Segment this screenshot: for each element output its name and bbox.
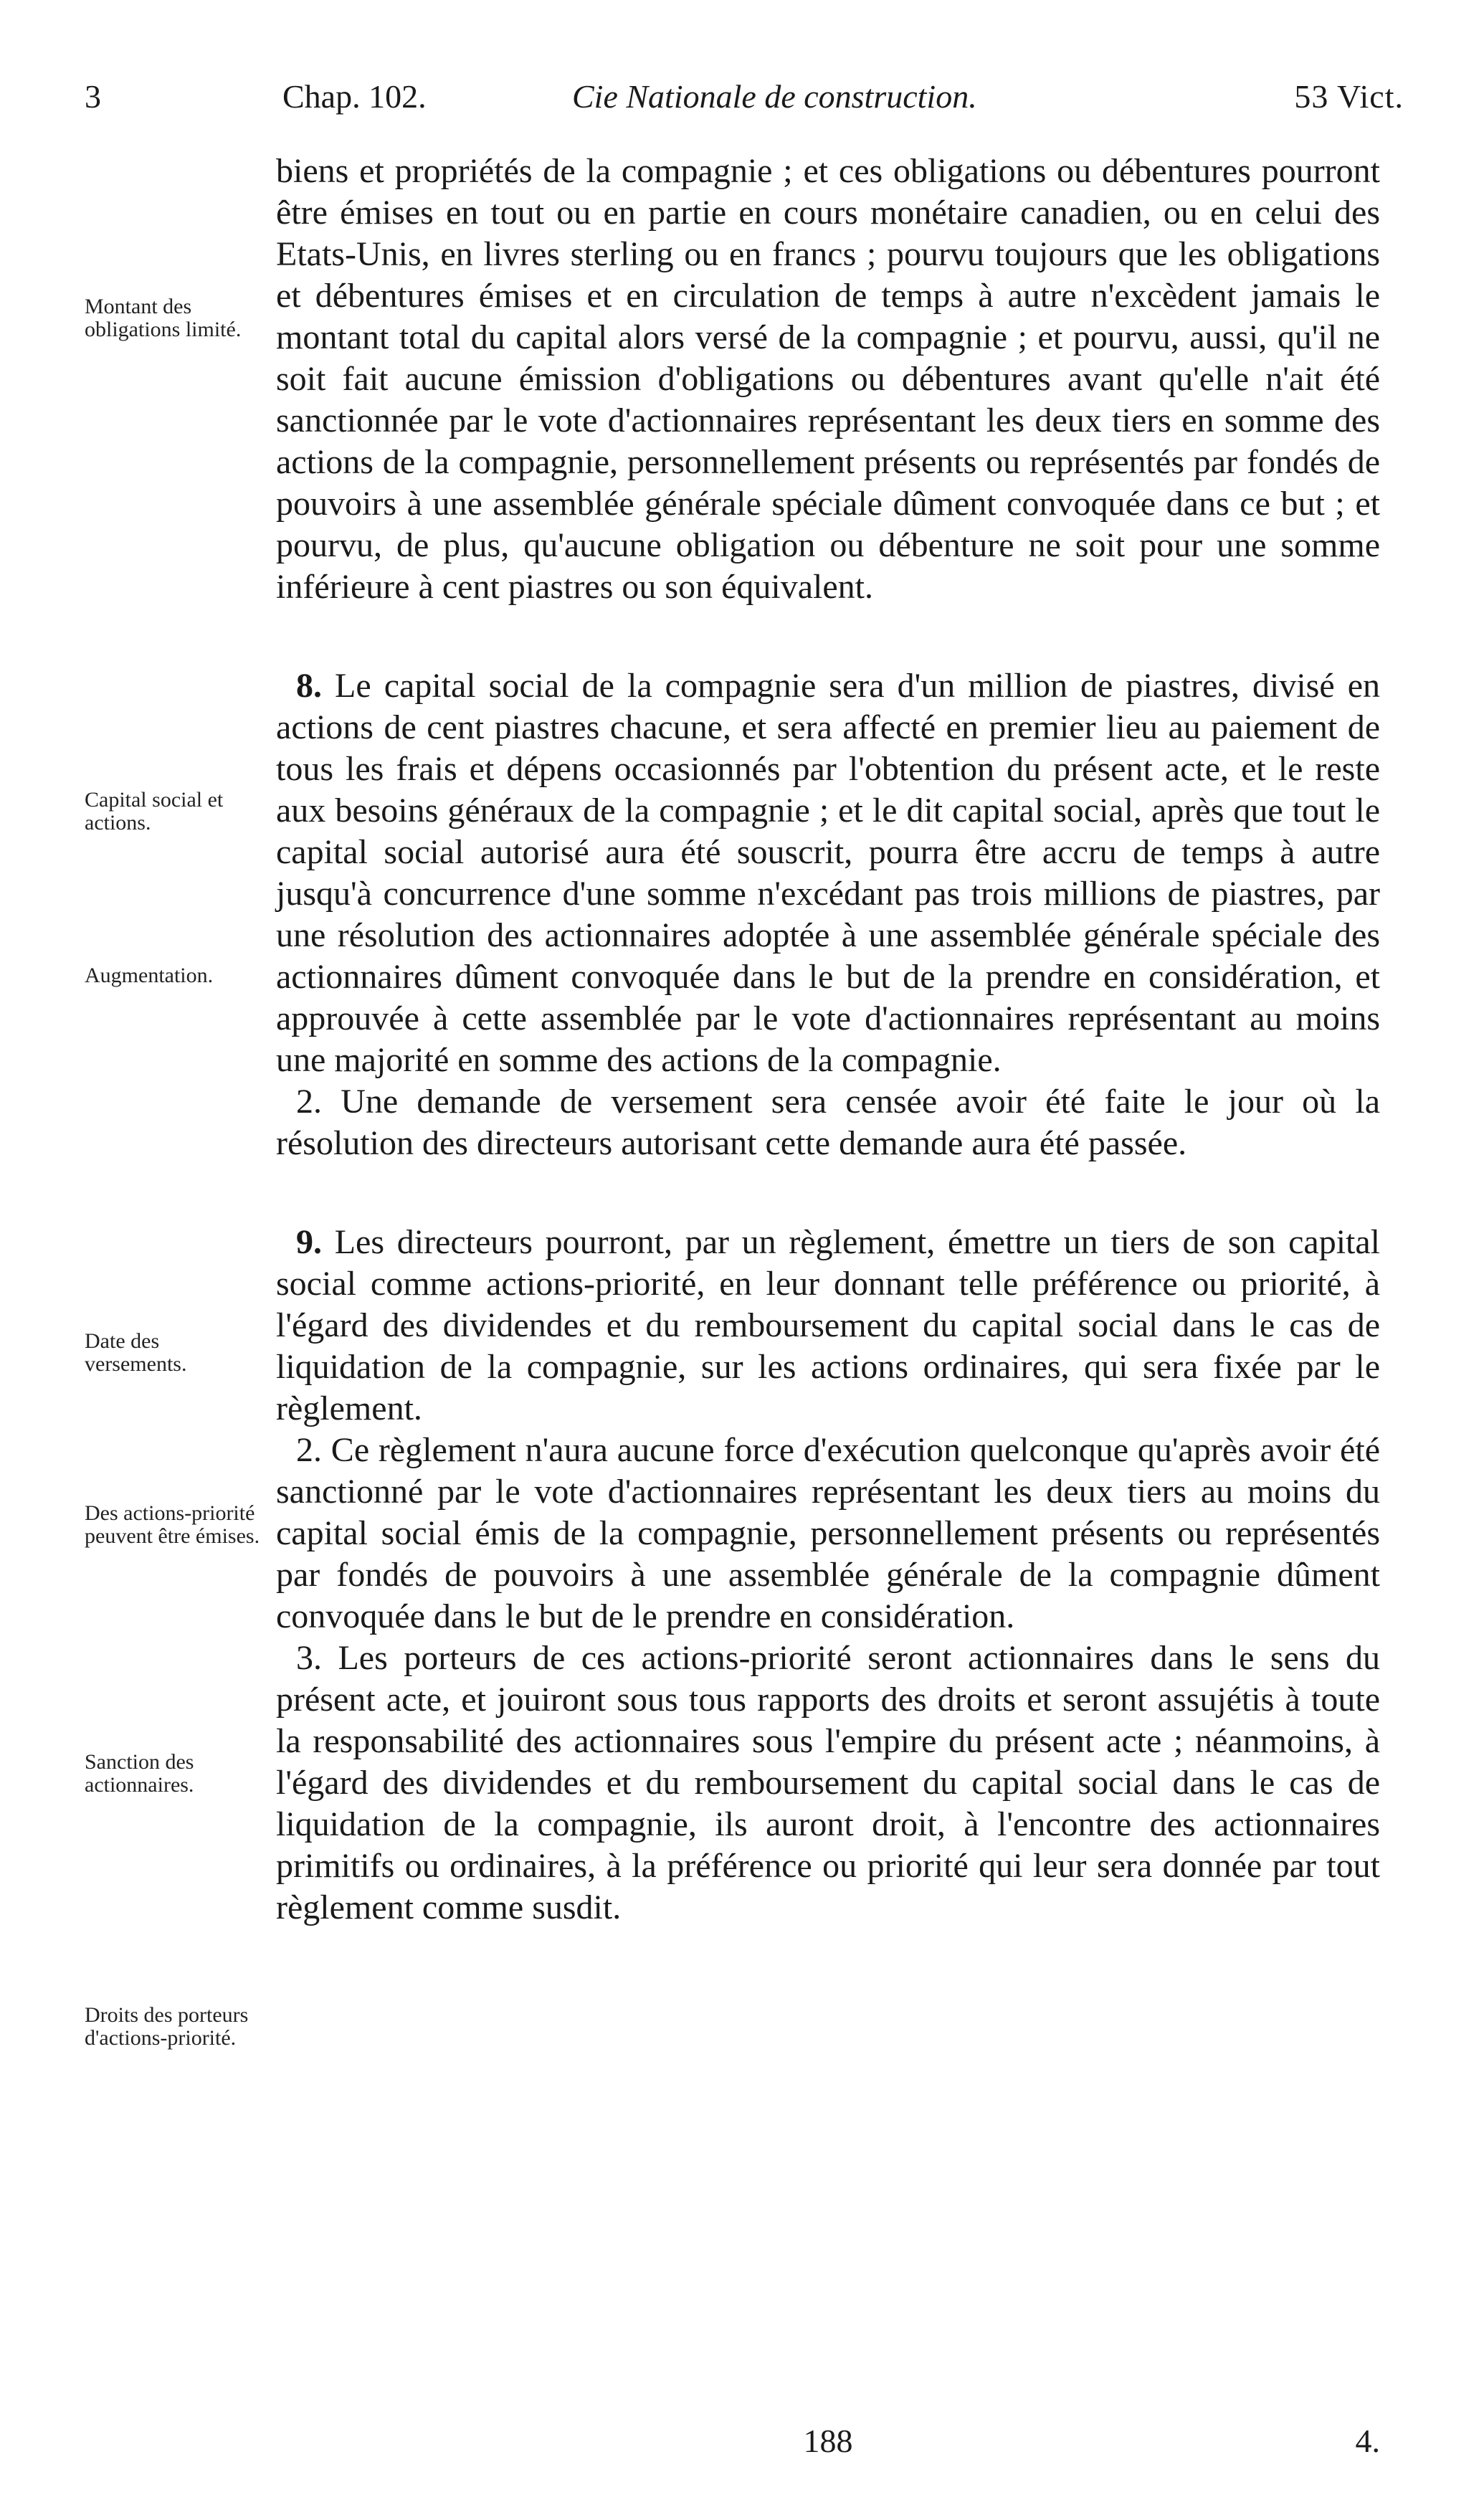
paragraph-continued: biens et propriétés de la compagnie ; et ces obligations ou débentures pourront être émises en tout ou en partie en cours monétaire canadien, ou en celui des Etats-Unis, en livres sterling ou en francs ; pourvu toujours que les obligations et débentures émises et en circulation de temps à autre n'excèdent jamais le montant total du capital alors versé de la compagnie ; et pourvu, aussi, qu'il ne soit fait aucune émission d'obligations ou débentures avant qu'elle n'ait été sanctionnée par le vote d'actionnaires représentant les deux tiers en somme des actions de la compagnie, personnellement présents ou représentés par fondés de pouvoirs à une assemblée générale spéciale dûment convoquée dans ce but ; et pourvu, de plus, qu'aucune obligation ou débenture ne soit pour une somme inférieure à cent piastres ou son équivalent. [276,152,1380,606]
section-8-subsection-2: 2. Une demande de versement sera censée avoir été faite le jour où la résolution des directeurs autorisant cette demande aura été passée. [276,1083,1380,1162]
margin-note-actions-priorite: Des actions-priorité peuvent être émises. [85,1501,260,1548]
margin-note-sanction: Sanction des actionnaires. [85,1750,194,1797]
footer-signature-mark: 4. [1355,2423,1380,2459]
main-text [276,151,1380,1929]
header-page-number: 3 [85,78,101,115]
margin-note-droits-porteurs: Droits des porteurs d'actions-priorité. [85,2003,249,2050]
margin-note-date-versements: Date des versements. [85,1329,187,1376]
header-title: Cie Nationale de construction. [572,78,977,115]
header-reign: 53 Vict. [1294,78,1404,115]
section-9 [276,1222,1380,1430]
section-text: Les directeurs pourront, par un règlement, émettre un tiers de son capital social comme actions-priorité, en leur donnant telle préférence ou priorité, à l'égard des dividendes et du remboursement du capital social dans le cas de liquidation de la compagnie, sur les actions ordinaires, qui sera fixée par le règlement. [276,1223,1381,1427]
section-8 [276,665,1380,1081]
footer-page-number: 188 [803,2423,853,2459]
header-chapter: Chap. 102. [282,78,427,115]
page-footer [276,2420,1380,2463]
margin-note-augmentation: Augmentation. [85,964,214,987]
margin-note-montant: Montant des obligations limité. [85,295,242,341]
section-9-subsection-3: 3. Les porteurs de ces actions-priorité seront actionnaires dans le sens du présent acte, et jouiront sous tous rapports des droits et seront assujétis à toute la responsabilité des actionnaires sous l'empire du présent acte ; néanmoins, à l'égard des dividendes et du remboursement du capital social dans le cas de liquidation de la compagnie, ils auront droit, à l'encontre des actionnaires primitifs ou ordinaires, à la préférence ou priorité qui leur sera donnée par tout règlement comme susdit. [276,1639,1380,1926]
section-number: 8. [296,667,322,705]
margin-note-capital-social: Capital social et actions. [85,788,224,835]
section-9-subsection-2: 2. Ce règlement n'aura aucune force d'exécution quelconque qu'après avoir été sanctionné par le vote d'actionnaires représentant les deux tiers au moins du capital social émis de la compagnie, personnellement présents ou représentés par fondés de pouvoirs à une assemblée générale de la compagnie dûment convoquée dans le but de le prendre en considération. [276,1431,1380,1635]
running-header [85,72,1404,122]
section-text: Le capital social de la compagnie sera d'un million de piastres, divisé en actions de cent piastres chacune, et sera affecté en premier lieu au paiement de tous les frais et dépens occasionnés par l'obtention du présent acte, et le reste aux besoins généraux de la compagnie ; et le dit capital social, après que tout le capital social autorisé aura été souscrit, pourra être accru de temps à autre jusqu'à concurrence d'une somme n'excédant pas trois millions de piastres, par une résolution des actionnaires adoptée à une assemblée générale spéciale des actionnaires dûment convoquée dans le but de la prendre en considération, et approuvée à cette assemblée par le vote d'actionnaires représentant au moins une majorité en somme des actions de la compagnie. [276,667,1381,1079]
section-number: 9. [296,1223,322,1261]
